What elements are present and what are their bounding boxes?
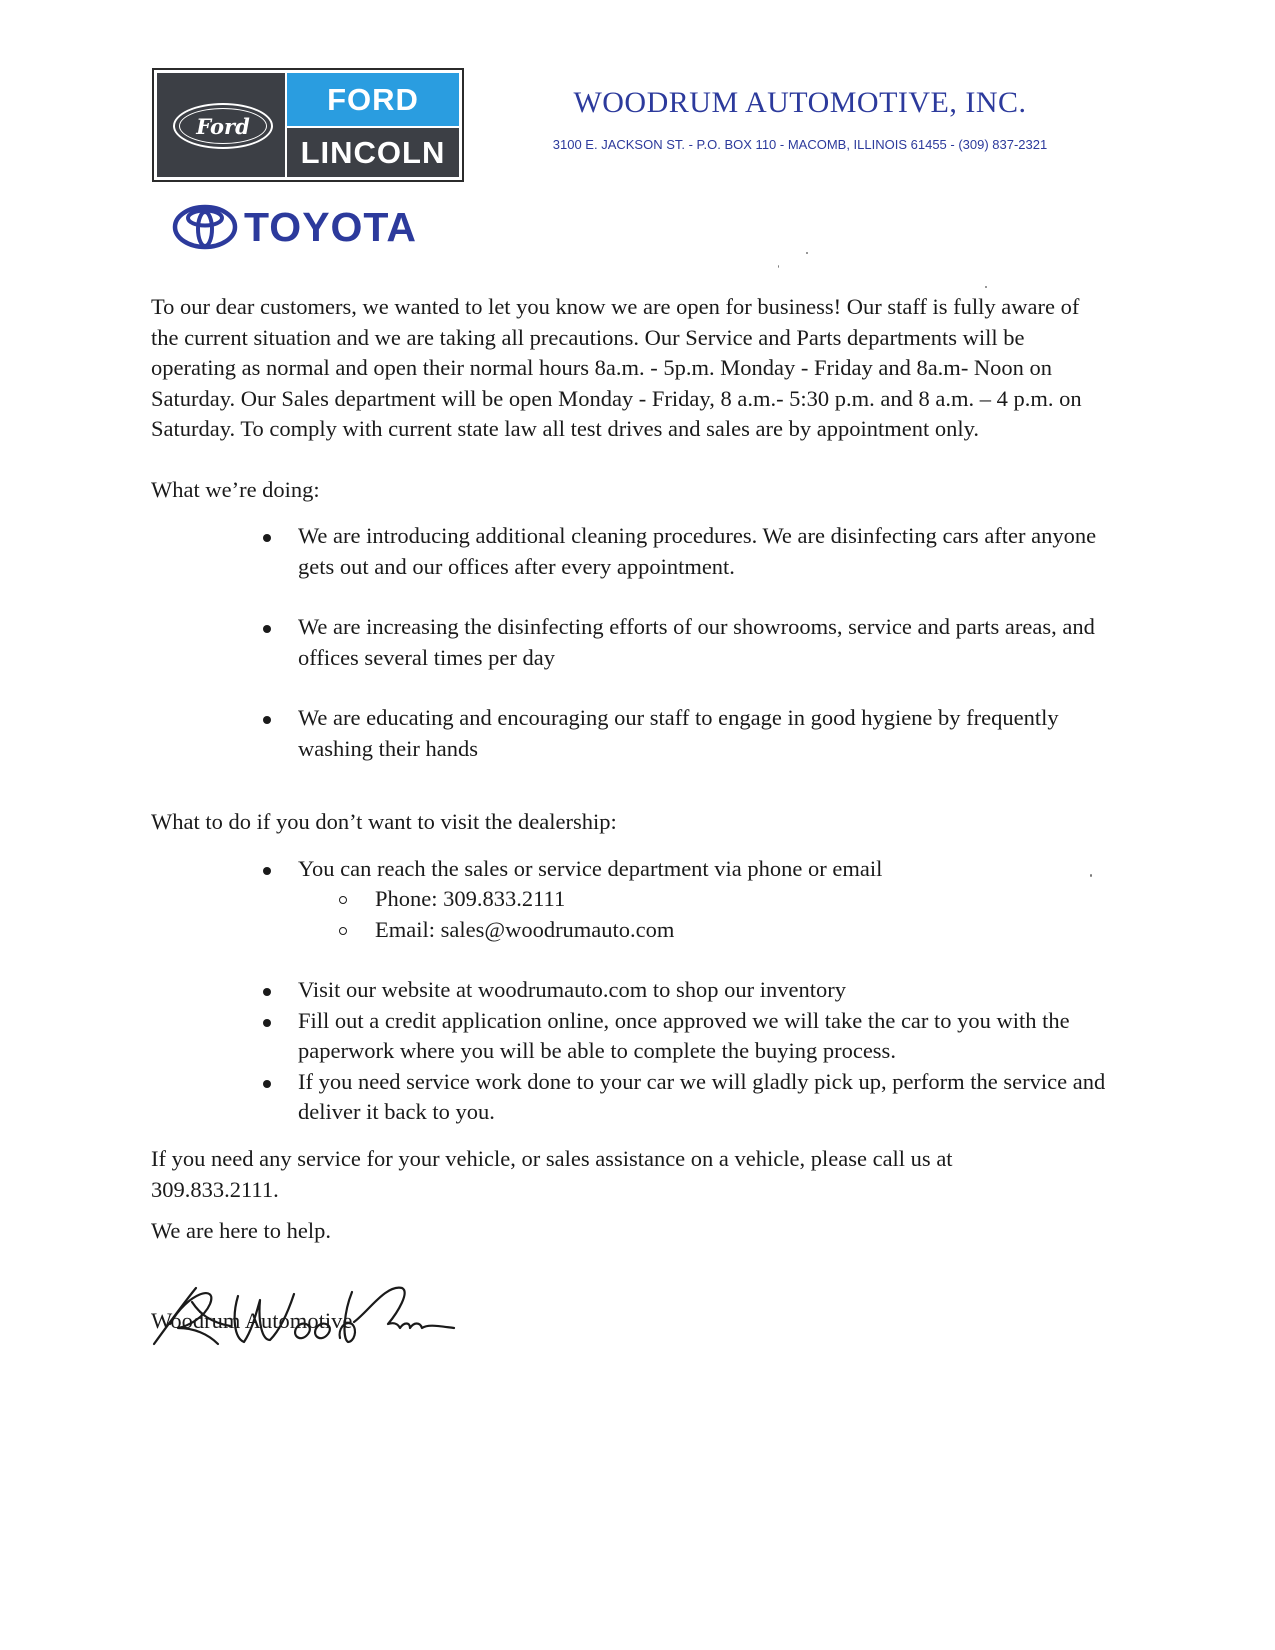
ford-label: FORD [285, 73, 459, 128]
bullet-icon [263, 867, 271, 875]
doing-heading: What we’re doing: [151, 477, 320, 502]
bullet-icon [263, 625, 271, 633]
list-item [262, 612, 1122, 673]
list-item [262, 521, 1122, 582]
bullet-icon [263, 988, 271, 996]
alt-item-text: If you need service work done to your car we will gladly pick up, perform the service and deliver it back to you. [298, 1068, 1106, 1124]
lincoln-label: LINCOLN [285, 128, 459, 177]
contact-phone: Phone: 309.833.2111 [375, 886, 566, 911]
sign-off: We are here to help. [151, 1218, 331, 1243]
contact-email: Email: sales@woodrumauto.com [375, 916, 675, 942]
alt-list [262, 975, 1122, 1128]
contact-list [262, 854, 1122, 885]
ford-oval-text: Ford [196, 114, 250, 139]
hollow-bullet-icon [339, 896, 347, 904]
speck [778, 265, 779, 268]
doing-item-text: We are educating and encouraging our staff to engage in good hygiene by frequently washing their hands [298, 705, 1059, 761]
company-address: 3100 E. JACKSON ST. - P.O. BOX 110 - MACOMB, ILLINOIS 61455 - (309) 837-2321 [552, 137, 1048, 152]
alt-heading: What to do if you don’t want to visit the dealership: [151, 809, 617, 834]
toyota-logo [172, 204, 417, 250]
list-item [337, 884, 674, 915]
contact-details [337, 884, 674, 945]
list-item [337, 915, 674, 946]
bullet-icon [263, 1019, 271, 1027]
list-item [262, 1006, 1122, 1067]
alt-item-text: Fill out a credit application online, once approved we will take the car to you with the paperwork where you will be able to complete the buying process. [298, 1007, 1070, 1063]
signer-name: Woodrum Automotive [151, 1308, 353, 1333]
list-item [262, 975, 1122, 1006]
ford-lincoln-logo [152, 68, 464, 182]
contact-item-text: You can reach the sales or service department via phone or email [298, 856, 883, 881]
doing-item-text: We are introducing additional cleaning procedures. We are disinfecting cars after anyone gets out and our offices after every appointment. [298, 523, 1097, 579]
toyota-emblem-icon [172, 204, 238, 250]
doing-item-text: We are increasing the disinfecting efforts of our showrooms, service and parts areas, and offices several times per day [298, 614, 1095, 670]
speck [1090, 874, 1092, 877]
speck [806, 252, 808, 254]
bullet-icon [263, 1080, 271, 1088]
hollow-bullet-icon [339, 927, 347, 935]
speck [985, 286, 987, 288]
list-item [262, 854, 1122, 885]
closing-paragraph: If you need any service for your vehicle, or sales assistance on a vehicle, please call us at 309.833.2111. [151, 1146, 953, 1202]
company-name: WOODRUM AUTOMOTIVE, INC. [573, 86, 1027, 119]
list-item [262, 703, 1122, 764]
intro-paragraph: To our dear customers, we wanted to let you know we are open for business! Our staff is fully aware of the current situation and we are taking all precautions. Our Service and Parts departments will be operating as normal and open their normal hours 8a.m. - 5p.m. Monday - Friday and 8a.m- Noon on Saturday. Our Sales department will be open Monday - Friday, 8 a.m.- 5:30 p.m. and 8 a.m. – 4 p.m. on Saturday. To comply with current state law all test drives and sales are by appointment only. [151, 294, 1082, 441]
ford-oval-logo [173, 103, 273, 149]
alt-item-text: Visit our website at woodrumauto.com to shop our inventory [298, 977, 846, 1002]
bullet-icon [263, 534, 271, 542]
doing-list [262, 521, 1122, 764]
toyota-wordmark: TOYOTA [244, 203, 418, 250]
bullet-icon [263, 716, 271, 724]
list-item [262, 1067, 1122, 1128]
